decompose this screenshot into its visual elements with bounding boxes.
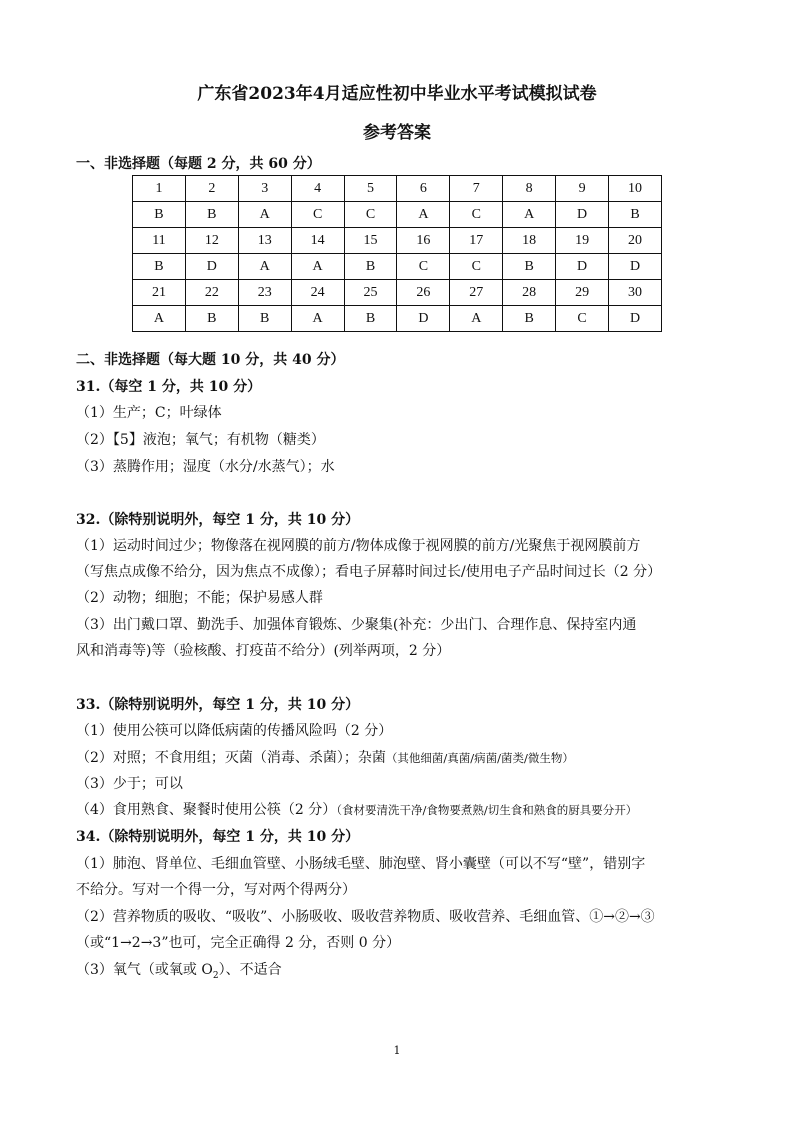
table-cell: 23	[238, 280, 291, 306]
q33-line4-main: （4）食用熟食、聚餐时使用公筷（2 分）	[76, 802, 337, 818]
q34-line	[76, 959, 282, 981]
table-cell: 27	[450, 280, 503, 306]
q31-line: （3）蒸腾作用；湿度（水分/水蒸气）；水	[76, 459, 335, 475]
table-cell: 16	[397, 228, 450, 254]
q34-line3-post: ）、不适合	[218, 962, 282, 978]
table-row	[133, 202, 662, 228]
page-title: 广东省2023年4月适应性初中毕业水平考试模拟试卷	[197, 84, 597, 104]
table-cell: 29	[556, 280, 609, 306]
q32-line: （1）运动时间过少；物像落在视网膜的前方/物体成像于视网膜的前方/光聚焦于视网膜前方	[76, 538, 641, 554]
q33-line: （1）使用公筷可以降低病菌的传播风险吗（2 分）	[76, 723, 393, 739]
table-cell: A	[133, 306, 186, 332]
table-cell: 19	[556, 228, 609, 254]
table-cell: C	[291, 202, 344, 228]
table-cell: B	[344, 254, 397, 280]
table-cell: 5	[344, 176, 397, 202]
q32-line: 风和消毒等)等（验核酸、打疫苗不给分）(列举两项，2 分）	[76, 643, 451, 659]
table-cell: 25	[344, 280, 397, 306]
table-cell: 4	[291, 176, 344, 202]
table-cell: C	[450, 254, 503, 280]
table-cell: 3	[238, 176, 291, 202]
table-cell: B	[503, 306, 556, 332]
table-cell: 26	[397, 280, 450, 306]
table-cell: B	[185, 202, 238, 228]
table-cell: 8	[503, 176, 556, 202]
table-cell: 18	[503, 228, 556, 254]
table-cell: 10	[609, 176, 662, 202]
table-cell: D	[609, 254, 662, 280]
table-row	[133, 280, 662, 306]
q31-line: （2）【5】液泡；氧气；有机物（糖类）	[76, 432, 325, 448]
table-cell: B	[503, 254, 556, 280]
q34-line: （1）肺泡、肾单位、毛细血管壁、小肠绒毛壁、肺泡壁、肾小囊壁（可以不写“壁”，错别字	[76, 856, 646, 872]
table-cell: C	[344, 202, 397, 228]
q32-line: （写焦点成像不给分，因为焦点不成像）；看电子屏幕时间过长/使用电子产品时间过长（2 分）	[76, 564, 662, 580]
table-cell: C	[397, 254, 450, 280]
table-cell: 21	[133, 280, 186, 306]
q34-line3-pre: （3）氧气（或氧或 O	[76, 962, 213, 978]
q34-line: （或“1→2→3”也可，完全正确得 2 分，否则 0 分）	[76, 935, 401, 951]
table-row	[133, 228, 662, 254]
answer-table	[132, 175, 662, 332]
table-cell: B	[185, 306, 238, 332]
q33-line: （3）少于；可以	[76, 776, 183, 792]
table-cell: A	[503, 202, 556, 228]
table-cell: 24	[291, 280, 344, 306]
table-cell: 9	[556, 176, 609, 202]
table-cell: A	[238, 202, 291, 228]
table-cell: 15	[344, 228, 397, 254]
table-cell: 30	[609, 280, 662, 306]
q33-heading: 33.（除特别说明外，每空 1 分，共 10 分）	[76, 697, 360, 713]
q34-line: 不给分。写对一个得一分，写对两个得两分）	[76, 882, 356, 898]
table-cell: 17	[450, 228, 503, 254]
table-cell: A	[397, 202, 450, 228]
table-cell: 2	[185, 176, 238, 202]
section1-heading: 一、非选择题（每题 2 分，共 60 分）	[76, 156, 321, 172]
q31-line: （1）生产；C；叶绿体	[76, 405, 222, 421]
table-cell: C	[556, 306, 609, 332]
q33-line2-note: （其他细菌/真菌/病菌/菌类/微生物）	[385, 751, 574, 765]
table-cell: 20	[609, 228, 662, 254]
q33-line2-main: （2）对照；不食用组；灭菌（消毒、杀菌）；杂菌	[76, 750, 386, 766]
table-cell: 1	[133, 176, 186, 202]
table-cell: 13	[238, 228, 291, 254]
q32-line: （3）出门戴口罩、勤洗手、加强体育锻炼、少聚集(补充：少出门、合理作息、保持室内通	[76, 617, 637, 633]
q33-line4-note: （食材要清洗干净/食物要煮熟/切生食和熟食的厨具要分开）	[336, 803, 638, 817]
table-cell: B	[609, 202, 662, 228]
page-subtitle: 参考答案	[363, 123, 431, 143]
table-row	[133, 176, 662, 202]
section2-heading: 二、非选择题（每大题 10 分，共 40 分）	[76, 352, 345, 368]
table-cell: B	[133, 254, 186, 280]
table-cell: A	[291, 306, 344, 332]
table-cell: D	[397, 306, 450, 332]
q32-line: （2）动物；细胞；不能；保护易感人群	[76, 590, 323, 606]
table-cell: D	[185, 254, 238, 280]
table-cell: B	[133, 202, 186, 228]
table-cell: C	[450, 202, 503, 228]
table-cell: D	[609, 306, 662, 332]
table-cell: 7	[450, 176, 503, 202]
table-cell: B	[238, 306, 291, 332]
q34-line: （2）营养物质的吸收、“吸收”、小肠吸收、吸收营养物质、吸收营养、毛细血管、①→②→③	[76, 909, 655, 925]
table-cell: A	[238, 254, 291, 280]
table-cell: 11	[133, 228, 186, 254]
table-row	[133, 254, 662, 280]
q34-heading: 34.（除特别说明外，每空 1 分，共 10 分）	[76, 829, 360, 845]
table-row	[133, 306, 662, 332]
table-cell: B	[344, 306, 397, 332]
table-cell: D	[556, 202, 609, 228]
q33-line	[76, 799, 637, 819]
q32-heading: 32.（除特别说明外，每空 1 分，共 10 分）	[76, 512, 360, 528]
table-cell: 28	[503, 280, 556, 306]
table-cell: A	[291, 254, 344, 280]
table-cell: 14	[291, 228, 344, 254]
q31-heading: 31.（每空 1 分，共 10 分）	[76, 379, 262, 395]
q34-line3-sub: 2	[212, 970, 219, 981]
table-cell: D	[556, 254, 609, 280]
page-number: 1	[393, 1044, 401, 1057]
table-cell: 12	[185, 228, 238, 254]
table-cell: A	[450, 306, 503, 332]
table-cell: 22	[185, 280, 238, 306]
q33-line	[76, 747, 574, 767]
table-cell: 6	[397, 176, 450, 202]
